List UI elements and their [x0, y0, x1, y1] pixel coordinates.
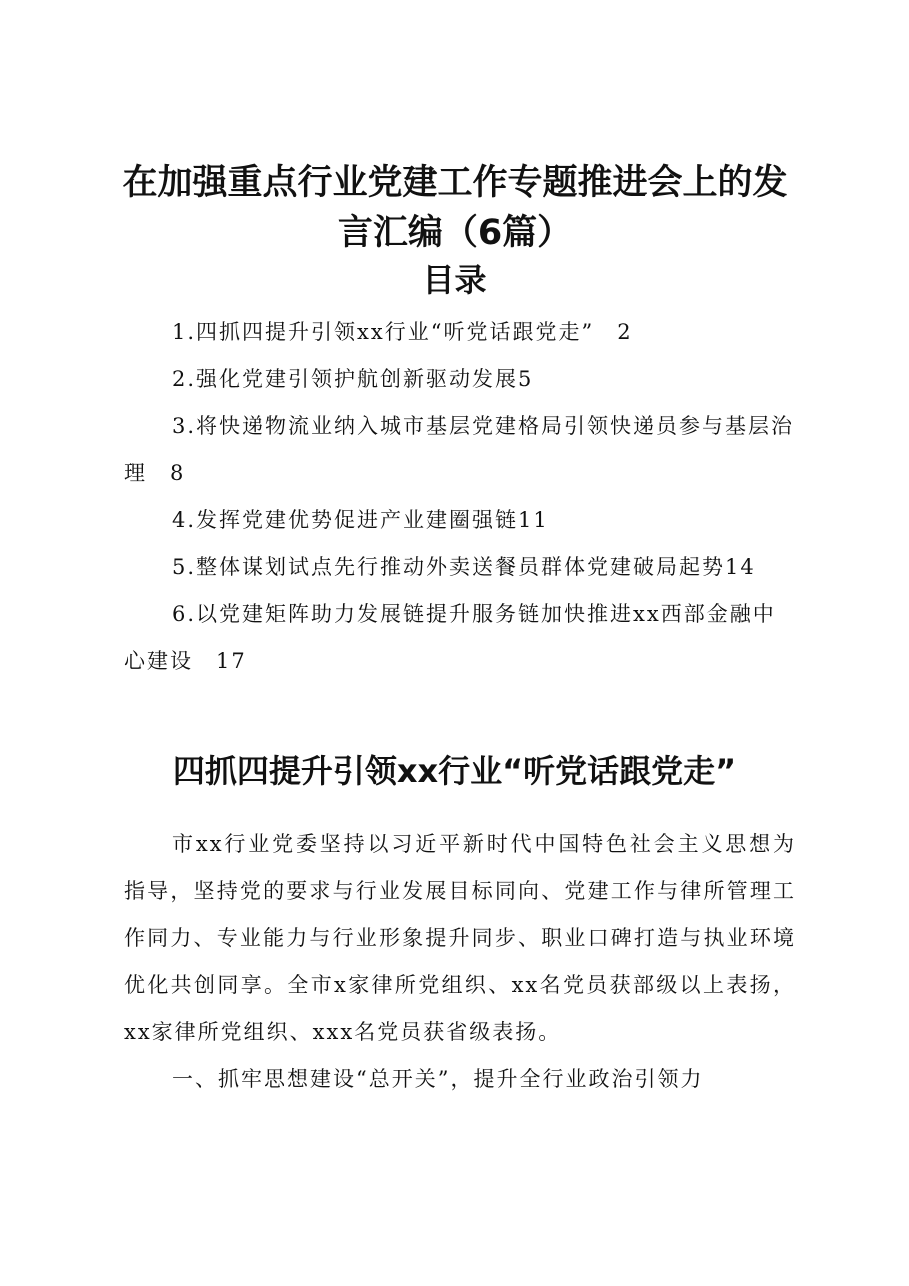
toc-item: 2.强化党建引领护航创新驱动发展5: [172, 367, 534, 391]
body-paragraph: 市xx行业党委坚持以习近平新时代中国特色社会主义思想为指导，坚持党的要求与行业发展目标同向、党建工作与律所管理工作同力、专业能力与行业形象提升同步、职业口碑打造与执业环境优化共创同享。全市x家律所党组织、xx名党员获部级以上表扬，xx家律所党组织、xxx名党员获省级表扬。: [124, 832, 796, 1044]
toc-heading: 目录: [422, 261, 487, 299]
toc-item: 6.以党建矩阵助力发展链提升服务链加快推进xx西部金融中心建设 17: [124, 602, 776, 673]
document-title: 在加强重点行业党建工作专题推进会上的发言汇编（6篇）: [122, 163, 788, 253]
toc-item: 5.整体谋划试点先行推动外卖送餐员群体党建破局起势14: [172, 555, 756, 579]
section-body: [124, 821, 796, 1103]
toc-item: 3.将快递物流业纳入城市基层党建格局引领快递员参与基层治理 8: [124, 414, 795, 485]
body-paragraph: 一、抓牢思想建设“总开关”，提升全行业政治引领力: [172, 1067, 704, 1091]
section-title: 四抓四提升引领xx行业“听党话跟党走”: [172, 752, 737, 790]
toc-item: 4.发挥党建优势促进产业建圈强链11: [172, 508, 549, 532]
toc-item: 1.四抓四提升引领xx行业“听党话跟党走” 2: [172, 320, 633, 344]
table-of-contents: [124, 309, 796, 685]
